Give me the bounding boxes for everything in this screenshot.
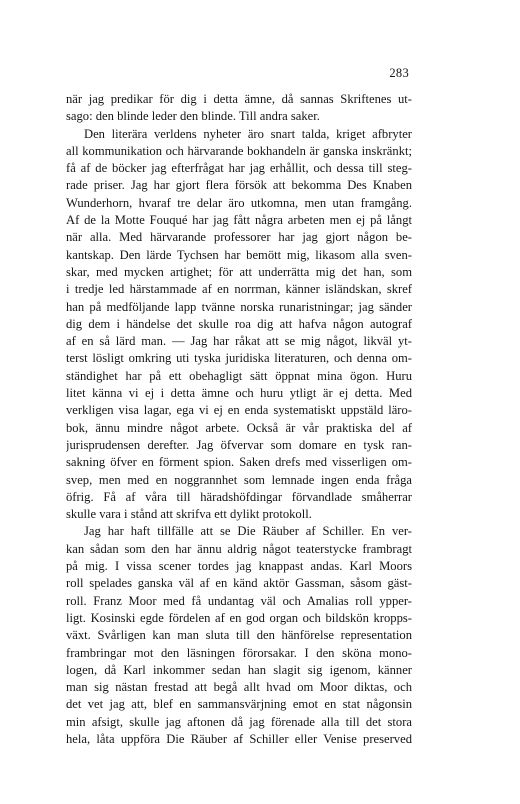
text-line: litet känna vi ej i detta ämne och huru ytligt är ej detta. Med [66, 386, 412, 401]
text-line: sago: den blinde leder den blinde. Till andra saker. [66, 109, 320, 124]
text-line: min afsigt, skulle jag aftonen då jag förenade alla till det stora [66, 714, 412, 729]
text-line: hela, låta uppföra Die Räuber af Schiller eller Venise preserved [66, 731, 412, 746]
text-line: ligt. Kosinski egde fördelen af en god organ och bildskön kropps- [66, 610, 412, 625]
text-line: ständighet har på ett obehagligt sätt öppnat mina ögon. Huru [66, 368, 412, 383]
text-line: Den literära verldens nyheter äro snart talda, kriget afbryter [84, 126, 412, 141]
text-line: när alla. Med härvarande professorer har jag gjort någon be- [66, 230, 412, 245]
text-line: skar, med mycken artighet; för att underrätta mig det han, som [66, 264, 412, 279]
text-line: Af de la Motte Fouqué har jag fått några arbeten men ej på långt [66, 213, 412, 228]
text-line: man sig nästan frestad att begå allt hvad om Moor diktas, och [66, 680, 412, 695]
text-line: af en så lärd man. — Jag har råkat att se mig något, likväl yt- [66, 334, 412, 349]
text-line: all kommunikation och härvarande bokhandeln är ganska inskränkt; [66, 143, 412, 158]
text-line: han på medföljande lapp tvänne norska runaristningar; jag sänder [66, 299, 412, 314]
text-line: kantskap. Den lärde Tychsen har bemött mig, likasom alla sven- [66, 247, 412, 262]
text-line: skulle vara i stånd att skrifva ett dylikt protokoll. [66, 507, 312, 522]
text-line: växt. Svårligen kan man sluta till den hänförelse representation [66, 628, 412, 643]
page-number: 283 [389, 66, 409, 80]
text-line: dig dem i händelse det skulle roa dig att hafva någon autograf [66, 316, 412, 331]
text-line: rade priser. Jag har gjort flera försök att bekomma Des Knaben [66, 178, 412, 193]
text-line: logen, då Karl inkommer sedan han slagit sig igenom, känner [66, 662, 412, 677]
text-line: öfrig. Få af våra till häradshöfdingar förvandlade småherrar [66, 489, 412, 504]
text-line: när jag predikar för dig i detta ämne, då sannas Skriftenes ut- [66, 92, 412, 106]
text-line: Jag har haft tillfälle att se Die Räuber af Schiller. En ver- [84, 524, 412, 539]
text-line: frambringar mot den läsningen förorsakar. I den sköna mono- [66, 645, 412, 660]
text-line: på mig. I vissa scener tordes jag knappast andas. Karl Moors [66, 559, 412, 574]
text-line: bok, ännu mindre något arbete. Också är vår praktiska del af [66, 420, 412, 435]
text-line: få af de böcker jag efterfrågat har jag erhållit, och dessa till steg- [66, 161, 412, 176]
text-line: det vet jag att, blef en sammansvärjning emot en stat någonsin [66, 697, 412, 712]
text-line: Wunderhorn, hvaraf tre delar äro utkomna, men utan framgång. [66, 195, 412, 210]
text-line: sakning öfver en förment spion. Saken drefs med visserligen om- [66, 455, 412, 470]
text-line: verkligen visa lagar, ega vi ej en enda systematiskt uppstäld läro- [66, 403, 412, 418]
body-text [66, 91, 412, 748]
text-line: kan sådan som den har ännu aldrig något teaterstycke frambragt [66, 541, 412, 556]
text-line: roll spelades ganska väl af en känd aktör Gassman, såsom gäst- [66, 576, 412, 591]
text-line: terst lösligt omkring uti tyska juridiska literaturen, och denna om- [66, 351, 412, 366]
text-line: svep, men med en noggrannhet som lemnade ingen enda fråga [66, 472, 412, 487]
text-line: roll. Franz Moor med få undantag väl och Amalias roll ypper- [66, 593, 412, 608]
text-line: jurisprudensen derefter. Jag öfvervar som domare en tysk ran- [66, 437, 412, 452]
text-line: i tredje led härstammade af en norrman, känner isländskan, skref [66, 282, 412, 297]
